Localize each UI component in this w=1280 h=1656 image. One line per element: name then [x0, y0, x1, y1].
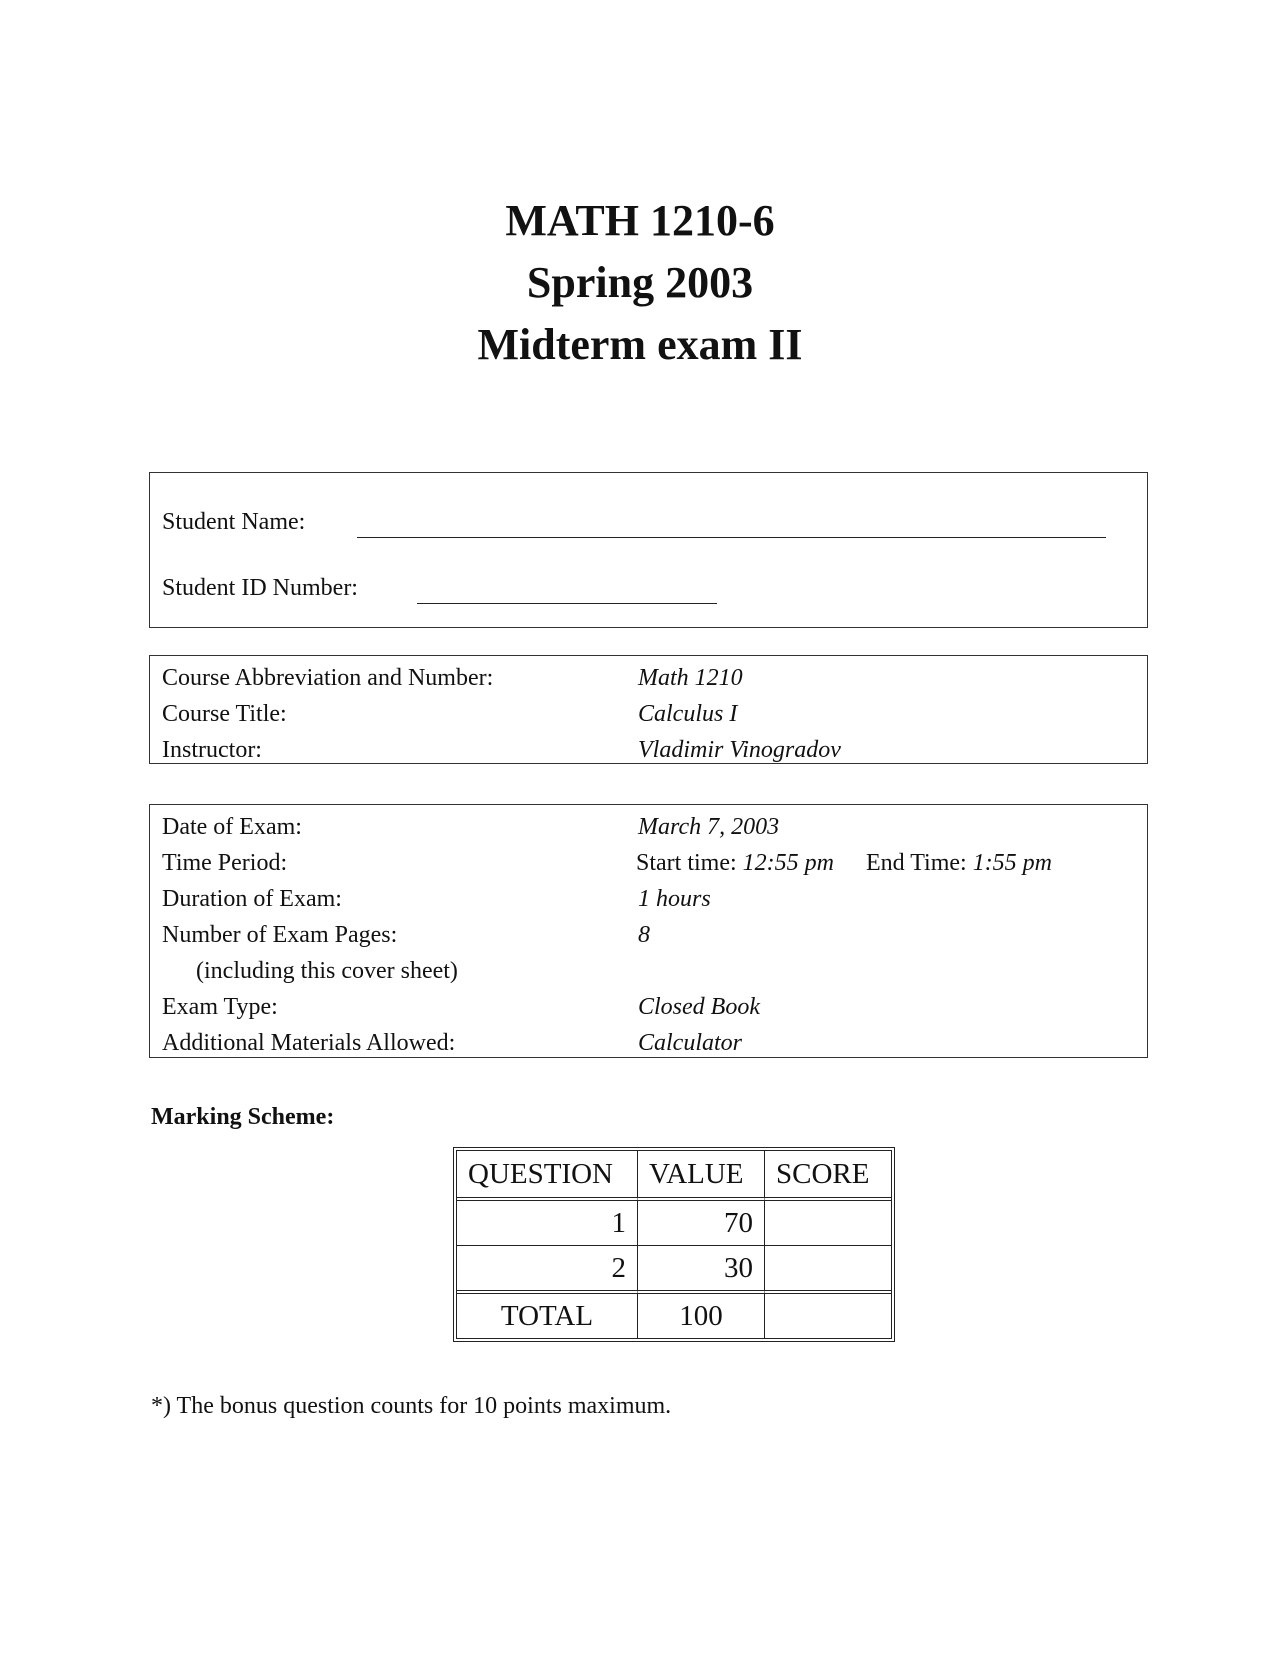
- table-total-row: [457, 1294, 891, 1338]
- exam-pages-note: (including this cover sheet): [196, 958, 458, 984]
- time-period-label: Time Period:: [162, 850, 288, 876]
- question-number: 1: [457, 1201, 638, 1246]
- course-abbrev-label: Course Abbreviation and Number:: [162, 665, 494, 691]
- exam-pages-label: Number of Exam Pages:: [162, 922, 398, 948]
- exam-info-row: [150, 845, 1147, 881]
- start-time-label: Start time:: [636, 850, 737, 876]
- exam-info-row: [150, 881, 1147, 917]
- exam-type-value: Closed Book: [638, 994, 760, 1020]
- header-value: VALUE: [638, 1151, 765, 1201]
- exam-info-box: [149, 804, 1148, 1058]
- question-number: 2: [457, 1246, 638, 1294]
- student-id-label: Student ID Number:: [162, 575, 358, 601]
- course-abbrev-value: Math 1210: [638, 665, 743, 691]
- total-score-cell[interactable]: [765, 1294, 891, 1338]
- course-info-row: [150, 696, 1147, 732]
- question-score-cell[interactable]: [765, 1246, 891, 1294]
- course-heading: MATH 1210-6: [505, 196, 775, 245]
- exam-pages-value: 8: [638, 922, 650, 948]
- question-value: 30: [638, 1246, 765, 1294]
- student-name-label: Student Name:: [162, 509, 306, 535]
- exam-date-value: March 7, 2003: [638, 814, 780, 840]
- total-value: 100: [638, 1294, 765, 1338]
- course-title-value: Calculus I: [638, 701, 738, 727]
- question-score-cell[interactable]: [765, 1201, 891, 1246]
- duration-label: Duration of Exam:: [162, 886, 342, 912]
- materials-label: Additional Materials Allowed:: [162, 1030, 456, 1056]
- header-score: SCORE: [765, 1151, 891, 1201]
- exam-heading: Midterm exam II: [477, 320, 803, 369]
- time-period-value: [636, 845, 1052, 881]
- instructor-value: Vladimir Vinogradov: [638, 737, 841, 763]
- instructor-label: Instructor:: [162, 737, 262, 763]
- term-heading: Spring 2003: [526, 258, 754, 307]
- table-row: [457, 1246, 891, 1294]
- course-title-label: Course Title:: [162, 701, 287, 727]
- student-info-box: [149, 472, 1148, 628]
- exam-info-row: [150, 953, 1147, 989]
- table-row: [457, 1201, 891, 1246]
- header-question: QUESTION: [457, 1151, 638, 1201]
- course-info-box: [149, 655, 1148, 764]
- duration-value: 1 hours: [638, 886, 711, 912]
- course-info-row: [150, 660, 1147, 696]
- end-time-value: 1:55 pm: [972, 850, 1053, 876]
- exam-info-row: [150, 917, 1147, 953]
- marking-scheme-table: [453, 1147, 895, 1342]
- exam-info-row: [150, 809, 1147, 845]
- exam-date-label: Date of Exam:: [162, 814, 302, 840]
- materials-value: Calculator: [638, 1030, 743, 1056]
- question-value: 70: [638, 1201, 765, 1246]
- table-header-row: [457, 1151, 891, 1201]
- exam-info-row: [150, 1025, 1147, 1061]
- total-label: TOTAL: [457, 1294, 638, 1338]
- course-info-row: [150, 732, 1147, 768]
- start-time-value: 12:55 pm: [742, 850, 834, 876]
- exam-title-block: [0, 190, 1280, 376]
- student-name-field[interactable]: [357, 537, 1106, 538]
- bonus-footnote: *) The bonus question counts for 10 points maximum.: [151, 1393, 672, 1419]
- marking-scheme-label: Marking Scheme:: [151, 1104, 335, 1130]
- student-id-field[interactable]: [417, 603, 717, 604]
- exam-type-label: Exam Type:: [162, 994, 278, 1020]
- exam-info-row: [150, 989, 1147, 1025]
- end-time-label: End Time:: [865, 850, 967, 876]
